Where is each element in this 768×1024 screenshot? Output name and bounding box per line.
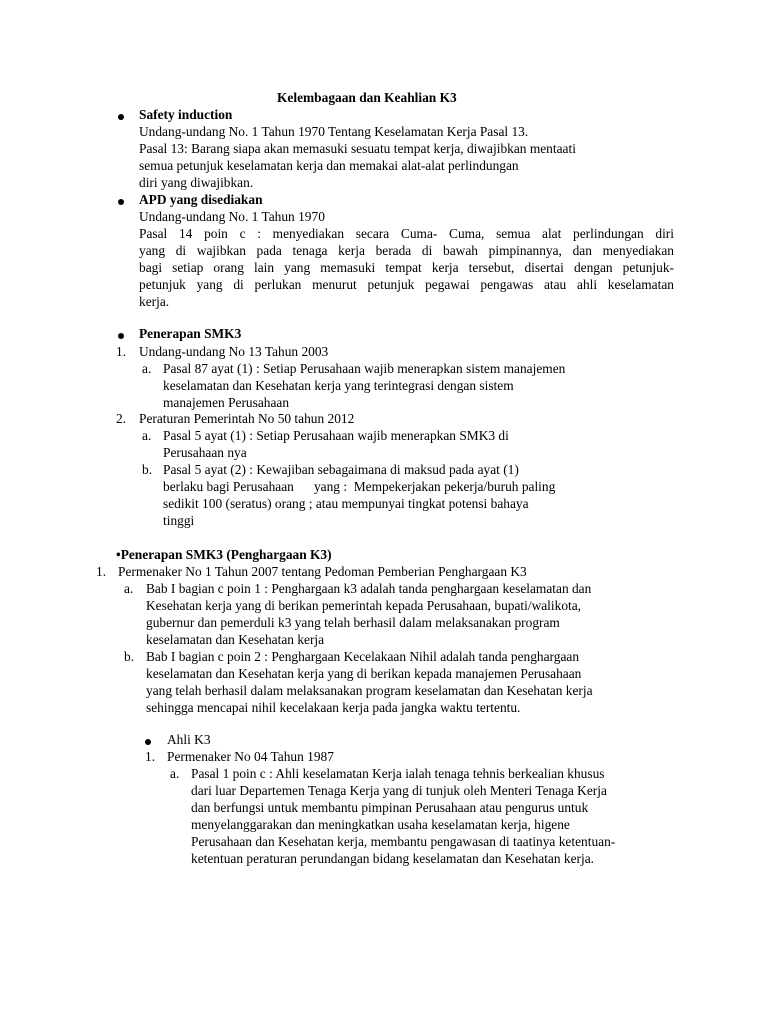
- smk3-item2-b-line: berlaku bagi Perusahaan yang : Mempekerjakan pekerja/buruh paling: [163, 479, 556, 494]
- list-letter: a.: [142, 361, 152, 376]
- section-heading-penghargaan: •Penerapan SMK3 (Penghargaan K3): [116, 547, 332, 562]
- document-title: Kelembagaan dan Keahlian K3: [277, 90, 457, 105]
- list-letter: b.: [142, 462, 153, 477]
- section-heading-smk3: Penerapan SMK3: [139, 326, 242, 341]
- smk3-item1-label: Undang-undang No 13 Tahun 2003: [139, 344, 329, 359]
- smk3-item2-b-line: sedikit 100 (seratus) orang ; atau mempunyai tingkat potensi bahaya: [163, 496, 529, 511]
- penghargaan-item1-label: Permenaker No 1 Tahun 2007 tentang Pedoman Pemberian Penghargaan K3: [118, 564, 527, 579]
- smk3-item2-label: Peraturan Pemerintah No 50 tahun 2012: [139, 411, 355, 426]
- apd-text-line: yang di wajibkan pada tenaga kerja berada di bawah pimpinannya, dan menyediakan: [139, 243, 674, 258]
- smk3-item2-b-line: tinggi: [163, 513, 195, 528]
- ahli-item1-a-line: Perusahaan dan Kesehatan kerja, membantu pengawasan di taatinya ketentuan-: [191, 834, 616, 849]
- apd-text-line: bagi setiap orang lain yang memasuki tempat kerja tersebut, disertai dengan petunjuk-: [139, 260, 674, 275]
- bullet-icon: [118, 333, 124, 339]
- list-letter: a.: [170, 766, 180, 781]
- safety-induction-text-line: diri yang diwajibkan.: [139, 175, 254, 190]
- apd-law: Undang-undang No. 1 Tahun 1970: [139, 209, 325, 224]
- list-letter: a.: [124, 581, 134, 596]
- smk3-item2-a-line: Perusahaan nya: [163, 445, 247, 460]
- penghargaan-item1-a-line: keselamatan dan Kesehatan kerja: [146, 632, 325, 647]
- bullet-icon: [118, 114, 124, 120]
- list-letter: b.: [124, 649, 135, 664]
- bullet-icon: [145, 739, 151, 745]
- bullet-icon: [118, 199, 124, 205]
- list-letter: a.: [142, 428, 152, 443]
- section-heading-apd: APD yang disediakan: [139, 192, 263, 207]
- smk3-item2-a-line: Pasal 5 ayat (1) : Setiap Perusahaan wajib menerapkan SMK3 di: [163, 428, 509, 443]
- penghargaan-item1-a-line: Bab I bagian c poin 1 : Penghargaan k3 adalah tanda penghargaan keselamatan dan: [146, 581, 592, 596]
- list-number: 2.: [116, 411, 127, 426]
- section-heading-safety-induction: Safety induction: [139, 107, 233, 122]
- ahli-item1-a-line: menyelanggarakan dan meningkatkan usaha keselamatan kerja, higene: [191, 817, 570, 832]
- penghargaan-item1-a-line: Kesehatan kerja yang di berikan pemerintah kepada Perusahaan, bupati/walikota,: [146, 598, 582, 613]
- section-heading-ahli: Ahli K3: [167, 732, 211, 747]
- penghargaan-item1-a-line: gubernur dan pemerduli k3 yang telah berhasil dalam melaksanakan program: [146, 615, 560, 630]
- smk3-item1-a-line: keselamatan dan Kesehatan kerja yang terintegrasi dengan sistem: [163, 378, 514, 393]
- smk3-item1-a-line: manajemen Perusahaan: [163, 395, 290, 410]
- ahli-item1-a-line: dan berfungsi untuk membantu pimpinan Perusahaan atau pengurus untuk: [191, 800, 589, 815]
- penghargaan-item1-b-line: Bab I bagian c poin 2 : Penghargaan Kecelakaan Nihil adalah tanda penghargaan: [146, 649, 580, 664]
- list-number: 1.: [96, 564, 107, 579]
- smk3-item1-a-line: Pasal 87 ayat (1) : Setiap Perusahaan wajib menerapkan sistem manajemen: [163, 361, 566, 376]
- safety-induction-text-line: Pasal 13: Barang siapa akan memasuki sesuatu tempat kerja, diwajibkan mentaati: [139, 141, 576, 156]
- ahli-item1-a-line: ketentuan peraturan perundangan bidang keselamatan dan Kesehatan kerja.: [191, 851, 595, 866]
- apd-text-line: Pasal 14 poin c : menyediakan secara Cuma- Cuma, semua alat perlindungan diri: [139, 226, 674, 241]
- apd-text-line: petunjuk yang di perlukan menurut petunjuk pegawai pengawas atau ahli keselamatan: [139, 277, 674, 292]
- penghargaan-item1-b-line: sehingga mencapai nihil kecelakaan kerja pada jangka waktu tertentu.: [146, 700, 521, 715]
- ahli-item1-label: Permenaker No 04 Tahun 1987: [167, 749, 334, 764]
- safety-induction-law: Undang-undang No. 1 Tahun 1970 Tentang Keselamatan Kerja Pasal 13.: [139, 124, 529, 139]
- penghargaan-item1-b-line: keselamatan dan Kesehatan kerja yang di berikan kepada manajemen Perusahaan: [146, 666, 582, 681]
- penghargaan-item1-b-line: yang telah berhasil dalam melaksanakan program keselamatan dan Kesehatan kerja: [146, 683, 593, 698]
- list-number: 1.: [145, 749, 156, 764]
- ahli-item1-a-line: dari luar Departemen Tenaga Kerja yang di tunjuk oleh Menteri Tenaga Kerja: [191, 783, 607, 798]
- ahli-item1-a-line: Pasal 1 poin c : Ahli keselamatan Kerja ialah tenaga tehnis berkealian khusus: [191, 766, 605, 781]
- list-number: 1.: [116, 344, 127, 359]
- apd-text-line: kerja.: [139, 294, 170, 309]
- smk3-item2-b-line: Pasal 5 ayat (2) : Kewajiban sebagaimana di maksud pada ayat (1): [163, 462, 519, 477]
- safety-induction-text-line: semua petunjuk keselamatan kerja dan memakai alat-alat perlindungan: [139, 158, 519, 173]
